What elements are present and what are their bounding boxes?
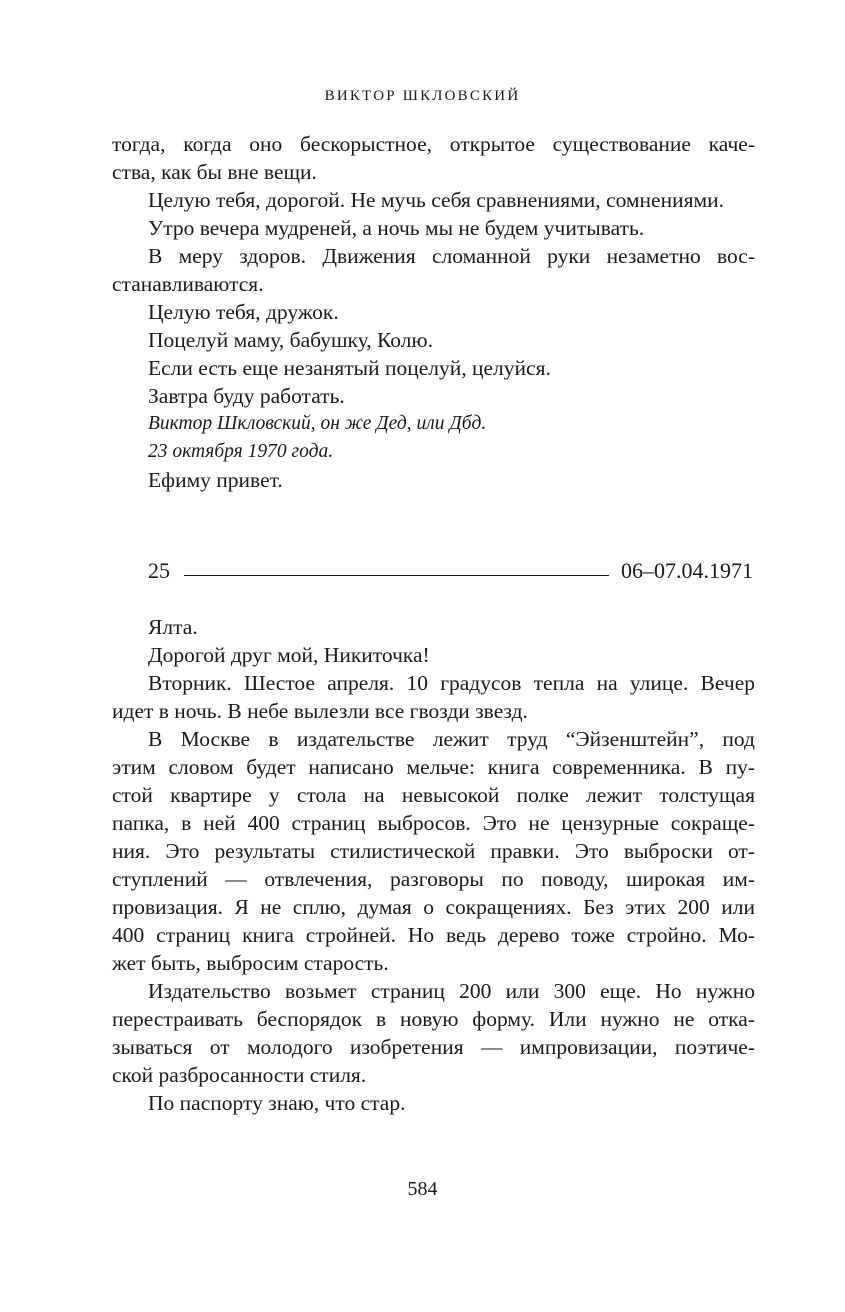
text-line: жет быть, выбросим старость.: [112, 951, 389, 975]
text-line: ния. Это результаты стилистической правки. Это выброски от-: [112, 839, 755, 863]
text-line: ской разбросанности стиля.: [112, 1063, 367, 1087]
text-line: Дорогой друг мой, Никиточка!: [148, 643, 430, 667]
date-line: 23 октября 1970 года.: [148, 441, 334, 462]
text-line: Если есть еще незанятый поцелуй, целуйся.: [148, 356, 551, 380]
text-line: папка, в ней 400 страниц выбросов. Это не цензурные сокраще-: [112, 811, 755, 835]
text-line: По паспорту знаю, что стар.: [148, 1091, 406, 1115]
text-line: Ялта.: [148, 615, 198, 639]
text-line: зываться от молодого изобретения — импровизации, поэтиче-: [112, 1035, 755, 1059]
text-line: станавливаются.: [112, 272, 264, 296]
text-line: 400 страниц книга стройней. Но ведь дерево тоже стройно. Мо-: [112, 923, 755, 947]
text-line: Утро вечера мудреней, а ночь мы не будем учитывать.: [148, 216, 645, 240]
text-line: Завтра буду работать.: [148, 384, 345, 408]
text-line: Издательство возьмет страниц 200 или 300 еще. Но нужно: [148, 979, 755, 1003]
text-line: тогда, когда оно бескорыстное, открытое существование каче-: [112, 132, 755, 156]
letter-header: [148, 556, 753, 586]
signature-line: Виктор Шкловский, он же Дед, или Дбд.: [148, 413, 487, 434]
text-line: В Москве в издательстве лежит труд “Эйзенштейн”, под: [148, 727, 755, 751]
page-number: 584: [407, 1178, 438, 1200]
text-line: Целую тебя, дорогой. Не мучь себя сравнениями, сомнениями.: [148, 188, 724, 212]
header-rule: [184, 575, 609, 576]
text-line: В меру здоров. Движения сломанной руки незаметно вос-: [148, 244, 755, 268]
text-line: Ефиму привет.: [148, 468, 283, 492]
text-block-top: [112, 130, 755, 494]
letter-number: 25: [148, 558, 170, 583]
letter-date: 06–07.04.1971: [621, 558, 753, 583]
text-line: стой квартире у стола на невысокой полке лежит толстущая: [112, 783, 755, 807]
text-line: ступлений — отвлечения, разговоры по поводу, широкая им-: [112, 867, 755, 891]
text-line: Целую тебя, дружок.: [148, 300, 339, 324]
text-line: Поцелуй маму, бабушку, Колю.: [148, 328, 433, 352]
text-line: идет в ночь. В небе вылезли все гвозди звезд.: [112, 699, 528, 723]
text-line: провизация. Я не сплю, думая о сокращениях. Без этих 200 или: [112, 895, 755, 919]
text-line: этим словом будет написано мельче: книга современника. В пу-: [112, 755, 755, 779]
text-line: ства, как бы вне вещи.: [112, 160, 317, 184]
running-head: ВИКТОР ШКЛОВСКИЙ: [324, 88, 521, 104]
text-block-bottom: [112, 613, 755, 1117]
text-line: перестраивать беспорядок в новую форму. Или нужно не отка-: [112, 1007, 755, 1031]
text-line: Вторник. Шестое апреля. 10 градусов тепла на улице. Вечер: [148, 671, 755, 695]
